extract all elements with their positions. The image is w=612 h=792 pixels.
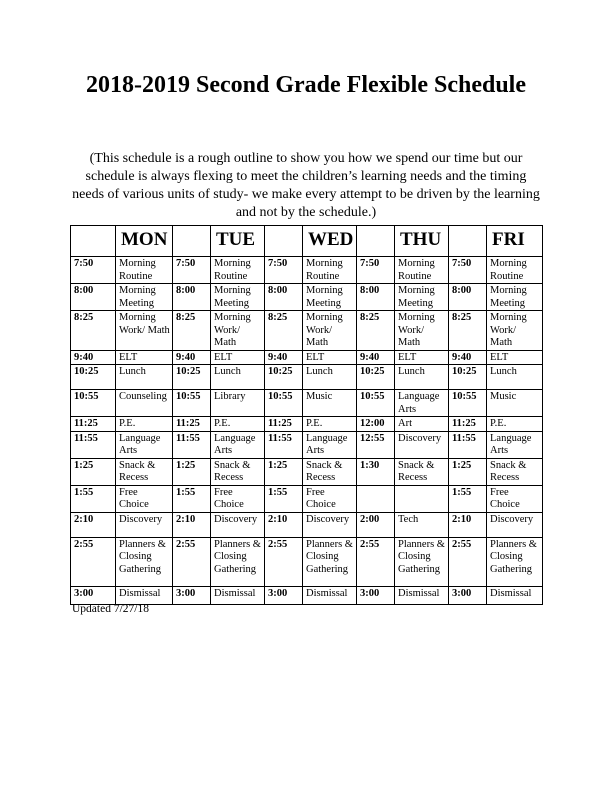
time-cell: 11:55 (265, 431, 303, 458)
time-cell: 1:25 (449, 458, 487, 485)
activity-cell: Morning Work/ Math (303, 311, 357, 351)
activity-cell: Morning Work/ Math (211, 311, 265, 351)
activity-cell: Morning Work/ Math (487, 311, 543, 351)
header-spacer (449, 226, 487, 257)
day-header: TUE (211, 226, 265, 257)
activity-cell: Library (211, 390, 265, 417)
schedule-row (71, 512, 543, 537)
time-cell: 8:00 (449, 284, 487, 311)
time-cell: 8:25 (357, 311, 395, 351)
activity-cell: ELT (395, 350, 449, 365)
schedule-row (71, 350, 543, 365)
time-cell: 7:50 (357, 257, 395, 284)
activity-cell: Planners & Closing Gathering (116, 537, 173, 586)
time-cell: 1:55 (449, 485, 487, 512)
time-cell: 2:10 (449, 512, 487, 537)
time-cell: 11:25 (449, 417, 487, 432)
activity-cell: Music (303, 390, 357, 417)
activity-cell: Snack & Recess (395, 458, 449, 485)
activity-cell: P.E. (211, 417, 265, 432)
activity-cell: ELT (116, 350, 173, 365)
intro-paragraph: (This schedule is a rough outline to show you how we spend our time but our schedule is always flexing to meet the children’s learning needs and the timing needs of various units of study- we make every attempt to be driven by the learning and not by the schedule.) (72, 151, 540, 220)
activity-cell: Dismissal (487, 586, 543, 604)
updated-note: Updated 7/27/18 (72, 603, 149, 615)
schedule-row (71, 284, 543, 311)
time-cell: 11:55 (449, 431, 487, 458)
activity-cell: Morning Meeting (487, 284, 543, 311)
time-cell: 10:25 (357, 365, 395, 390)
activity-cell: P.E. (303, 417, 357, 432)
time-cell: 9:40 (71, 350, 116, 365)
activity-cell: Free Choice (487, 485, 543, 512)
header-spacer (357, 226, 395, 257)
activity-cell: Art (395, 417, 449, 432)
activity-cell: Language Arts (303, 431, 357, 458)
activity-cell: Lunch (211, 365, 265, 390)
header-spacer (265, 226, 303, 257)
activity-cell: Morning Meeting (395, 284, 449, 311)
time-cell (357, 485, 395, 512)
time-cell: 3:00 (173, 586, 211, 604)
activity-cell: Morning Routine (211, 257, 265, 284)
activity-cell: Morning Work/ Math (116, 311, 173, 351)
activity-cell: ELT (487, 350, 543, 365)
time-cell: 8:00 (357, 284, 395, 311)
time-cell: 1:30 (357, 458, 395, 485)
day-header: WED (303, 226, 357, 257)
activity-cell: Snack & Recess (487, 458, 543, 485)
time-cell: 2:55 (265, 537, 303, 586)
time-cell: 1:25 (71, 458, 116, 485)
time-cell: 1:55 (265, 485, 303, 512)
time-cell: 12:55 (357, 431, 395, 458)
activity-cell: Discovery (116, 512, 173, 537)
day-header: FRI (487, 226, 543, 257)
time-cell: 1:55 (173, 485, 211, 512)
time-cell: 3:00 (71, 586, 116, 604)
schedule-row (71, 485, 543, 512)
time-cell: 10:55 (71, 390, 116, 417)
time-cell: 2:10 (71, 512, 116, 537)
activity-cell: Language Arts (211, 431, 265, 458)
activity-cell: Morning Routine (303, 257, 357, 284)
activity-cell: Language Arts (116, 431, 173, 458)
time-cell: 7:50 (173, 257, 211, 284)
time-cell: 7:50 (265, 257, 303, 284)
activity-cell: Lunch (303, 365, 357, 390)
time-cell: 11:55 (71, 431, 116, 458)
time-cell: 1:25 (173, 458, 211, 485)
time-cell: 9:40 (449, 350, 487, 365)
time-cell: 11:55 (173, 431, 211, 458)
time-cell: 10:55 (357, 390, 395, 417)
schedule-row (71, 417, 543, 432)
activity-cell: Dismissal (303, 586, 357, 604)
activity-cell: ELT (211, 350, 265, 365)
schedule-row (71, 586, 543, 604)
schedule-row (71, 537, 543, 586)
activity-cell: Snack & Recess (303, 458, 357, 485)
time-cell: 2:10 (173, 512, 211, 537)
activity-cell: Free Choice (303, 485, 357, 512)
time-cell: 2:10 (265, 512, 303, 537)
schedule-row (71, 257, 543, 284)
activity-cell: Planners & Closing Gathering (303, 537, 357, 586)
time-cell: 12:00 (357, 417, 395, 432)
time-cell: 10:55 (173, 390, 211, 417)
activity-cell: Morning Work/ Math (395, 311, 449, 351)
time-cell: 8:00 (173, 284, 211, 311)
time-cell: 7:50 (71, 257, 116, 284)
time-cell: 1:55 (71, 485, 116, 512)
activity-cell: Dismissal (116, 586, 173, 604)
activity-cell: Music (487, 390, 543, 417)
schedule-table (70, 225, 543, 605)
activity-cell: Tech (395, 512, 449, 537)
time-cell: 2:00 (357, 512, 395, 537)
time-cell: 7:50 (449, 257, 487, 284)
activity-cell: Planners & Closing Gathering (487, 537, 543, 586)
schedule-row (71, 311, 543, 351)
activity-cell: Free Choice (211, 485, 265, 512)
activity-cell: Snack & Recess (211, 458, 265, 485)
time-cell: 1:25 (265, 458, 303, 485)
time-cell: 2:55 (449, 537, 487, 586)
activity-cell: Snack & Recess (116, 458, 173, 485)
activity-cell: Lunch (487, 365, 543, 390)
time-cell: 11:25 (71, 417, 116, 432)
day-header: THU (395, 226, 449, 257)
activity-cell: Morning Meeting (303, 284, 357, 311)
time-cell: 10:25 (173, 365, 211, 390)
time-cell: 8:00 (265, 284, 303, 311)
activity-cell: Morning Routine (487, 257, 543, 284)
activity-cell: P.E. (116, 417, 173, 432)
activity-cell: Morning Routine (116, 257, 173, 284)
time-cell: 2:55 (173, 537, 211, 586)
schedule-row (71, 390, 543, 417)
day-header: MON (116, 226, 173, 257)
time-cell: 10:55 (449, 390, 487, 417)
activity-cell: ELT (303, 350, 357, 365)
activity-cell: Discovery (487, 512, 543, 537)
time-cell: 8:25 (71, 311, 116, 351)
activity-cell: P.E. (487, 417, 543, 432)
time-cell: 3:00 (357, 586, 395, 604)
time-cell: 2:55 (71, 537, 116, 586)
time-cell: 10:25 (265, 365, 303, 390)
activity-cell: Language Arts (487, 431, 543, 458)
activity-cell: Lunch (395, 365, 449, 390)
time-cell: 11:25 (173, 417, 211, 432)
activity-cell: Lunch (116, 365, 173, 390)
activity-cell: Language Arts (395, 390, 449, 417)
header-spacer (173, 226, 211, 257)
activity-cell: Planners & Closing Gathering (211, 537, 265, 586)
time-cell: 9:40 (173, 350, 211, 365)
time-cell: 2:55 (357, 537, 395, 586)
time-cell: 10:55 (265, 390, 303, 417)
time-cell: 10:25 (449, 365, 487, 390)
schedule-row (71, 458, 543, 485)
schedule-row (71, 365, 543, 390)
activity-cell: Discovery (211, 512, 265, 537)
time-cell: 9:40 (265, 350, 303, 365)
activity-cell: Morning Routine (395, 257, 449, 284)
time-cell: 11:25 (265, 417, 303, 432)
schedule-row (71, 431, 543, 458)
time-cell: 3:00 (265, 586, 303, 604)
time-cell: 3:00 (449, 586, 487, 604)
activity-cell: Discovery (395, 431, 449, 458)
time-cell: 8:25 (449, 311, 487, 351)
day-header-row (71, 226, 543, 257)
time-cell: 8:00 (71, 284, 116, 311)
time-cell: 10:25 (71, 365, 116, 390)
activity-cell: Planners & Closing Gathering (395, 537, 449, 586)
activity-cell: Free Choice (116, 485, 173, 512)
time-cell: 9:40 (357, 350, 395, 365)
activity-cell: Dismissal (395, 586, 449, 604)
activity-cell: Morning Meeting (211, 284, 265, 311)
page-title: 2018-2019 Second Grade Flexible Schedule (86, 72, 526, 98)
activity-cell: Dismissal (211, 586, 265, 604)
time-cell: 8:25 (265, 311, 303, 351)
activity-cell: Counseling (116, 390, 173, 417)
header-spacer (71, 226, 116, 257)
activity-cell: Morning Meeting (116, 284, 173, 311)
activity-cell (395, 485, 449, 512)
time-cell: 8:25 (173, 311, 211, 351)
activity-cell: Discovery (303, 512, 357, 537)
